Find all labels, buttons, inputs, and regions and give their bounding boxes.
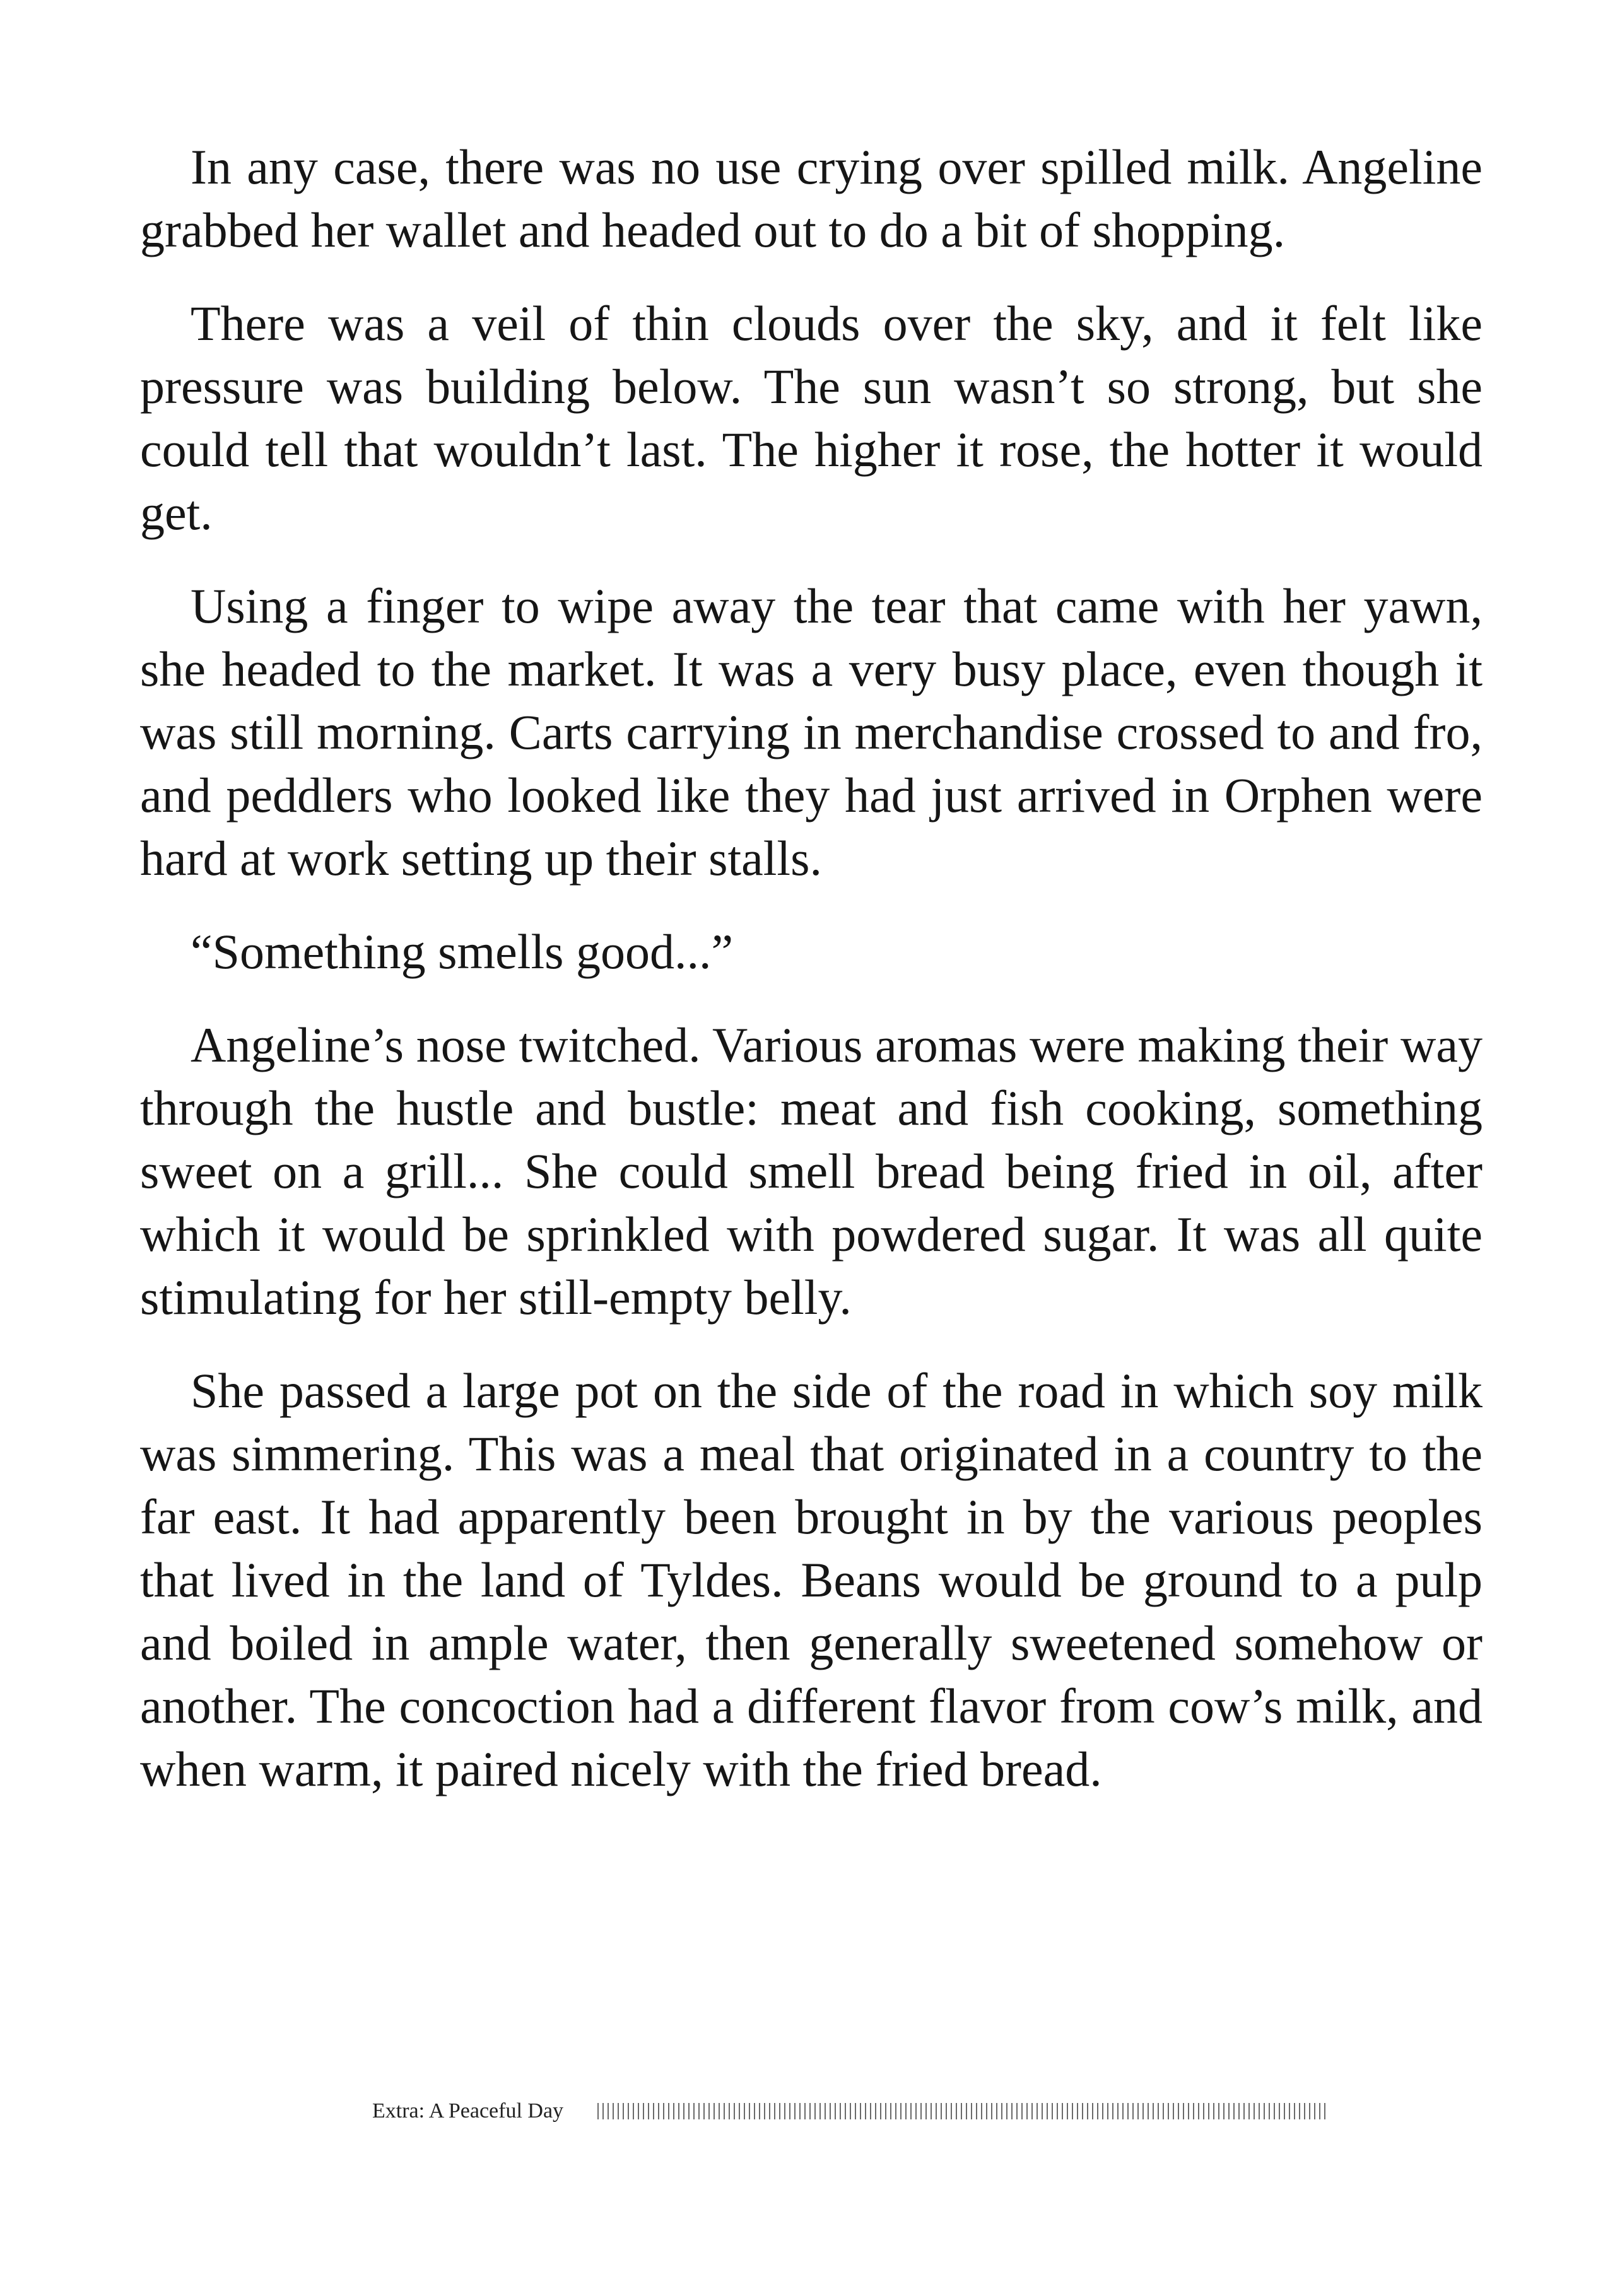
paragraph: Angeline’s nose twitched. Various aromas were making their way through the hustle and bustle: meat and fish cooking, something sweet on a grill... She could smell bread being fried in oil, after which it would be sprinkled with powdered sugar. It was all quite stimulating for her still-empty belly.	[140, 1017, 1483, 1325]
paragraph: In any case, there was no use crying over spilled milk. Angeline grabbed her wallet and headed out to do a bit of shopping.	[140, 139, 1483, 257]
decorative-hatched-rule	[597, 2103, 1329, 2119]
paragraph: She passed a large pot on the side of the road in which soy milk was simmering. This was a meal that originated in a country to the far east. It had apparently been brought in by the various peoples that lived in the land of Tyldes. Beans would be ground to a pulp and boiled in ample water, then generally sweetened somehow or another. The concoction had a different flavor from cow’s milk, and when warm, it paired nicely with the fried bread.	[140, 1363, 1483, 1796]
paragraph: Using a finger to wipe away the tear that came with her yawn, she headed to the market. It was a very busy place, even though it was still morning. Carts carrying in merchandise crossed to and fro, and peddlers who looked like they had just arrived in Orphen were hard at work setting up their stalls.	[140, 578, 1483, 886]
paragraph: There was a veil of thin clouds over the sky, and it felt like pressure was building below. The sun wasn’t so strong, but she could tell that wouldn’t last. The higher it rose, the hotter it would get.	[140, 296, 1483, 540]
dialogue-line: “Something smells good...”	[191, 924, 734, 979]
page-footer	[372, 2095, 1356, 2127]
page-body	[140, 136, 1483, 1831]
running-title: Extra: A Peaceful Day	[372, 2099, 564, 2123]
